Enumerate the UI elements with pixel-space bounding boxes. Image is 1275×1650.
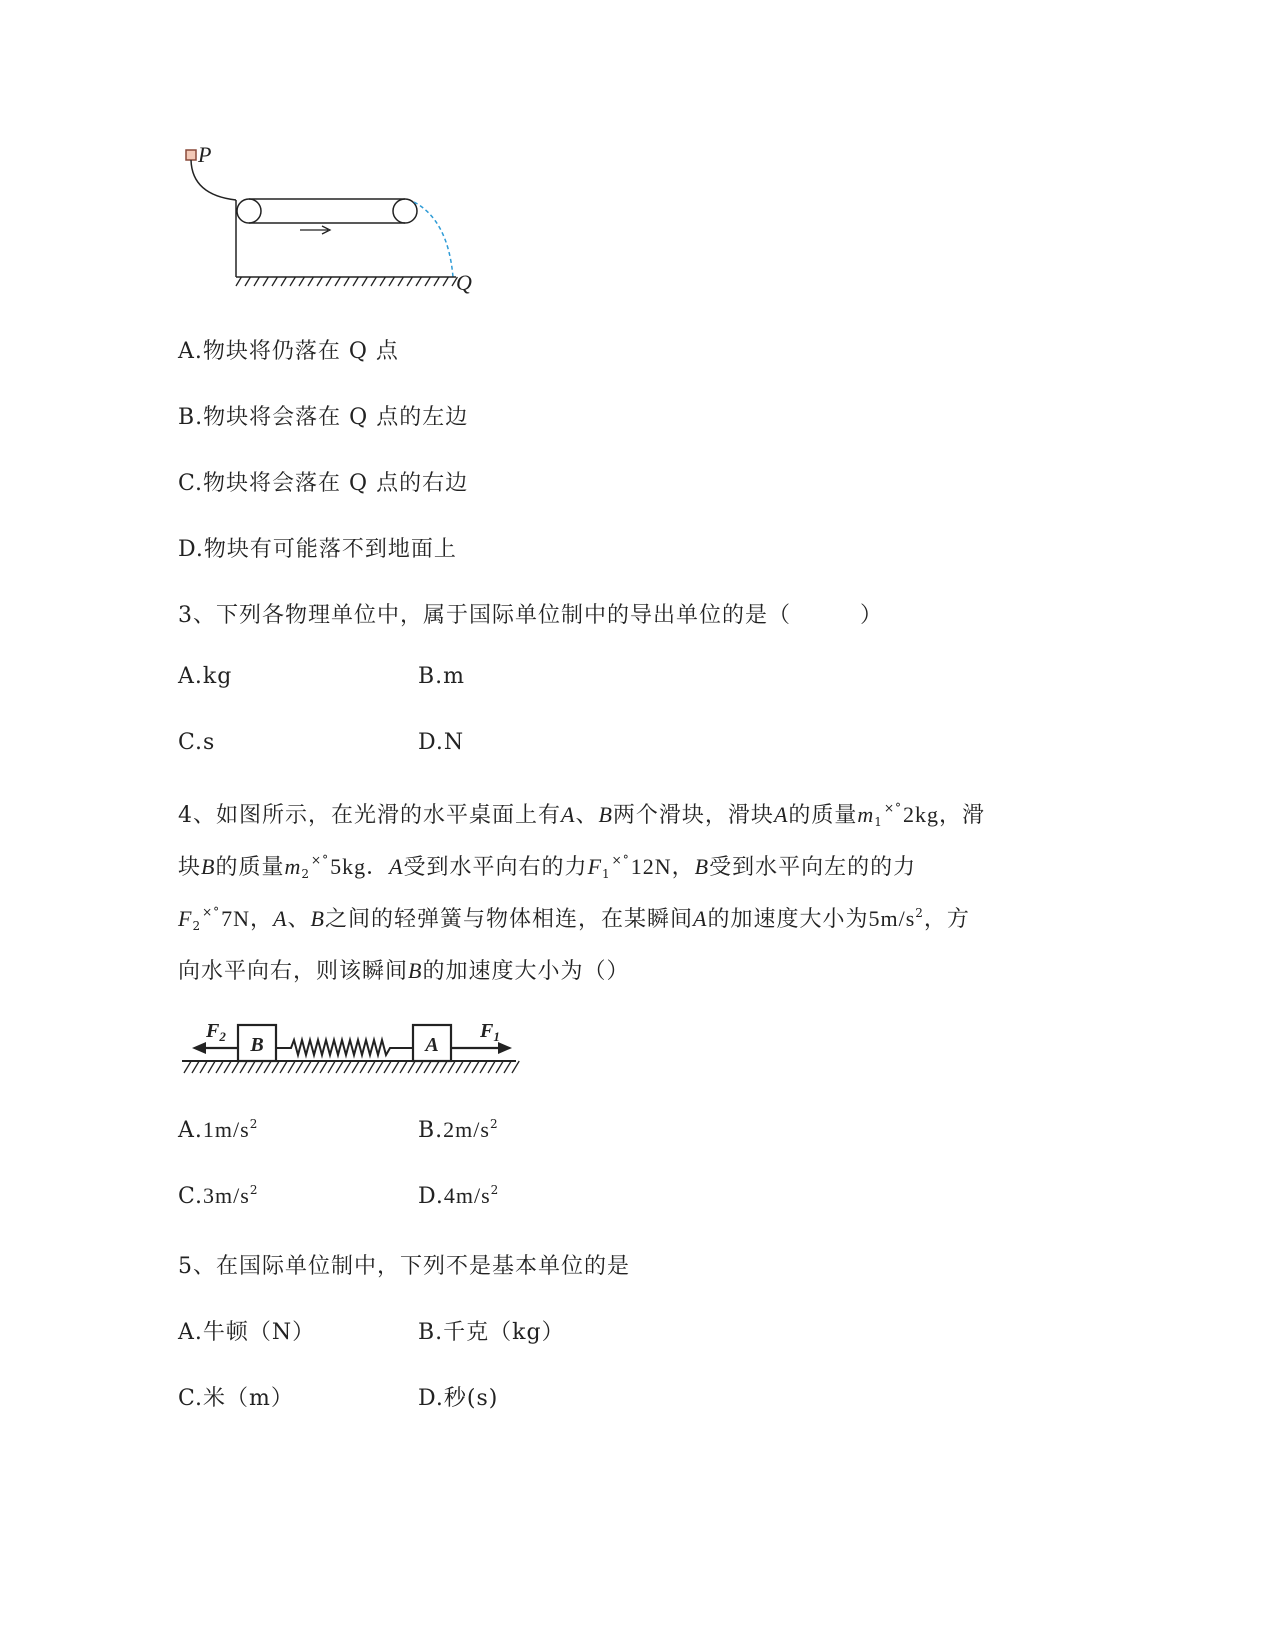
q3-option-c[interactable]: C.s xyxy=(178,730,216,755)
hatch-mark xyxy=(312,1061,319,1073)
arrow-f2 xyxy=(192,1042,238,1054)
hatch-mark xyxy=(496,1061,503,1073)
hatch-mark xyxy=(464,1061,471,1073)
hatch-mark xyxy=(320,1061,327,1073)
hatch-mark xyxy=(392,1061,399,1073)
hatch-mark xyxy=(256,1061,263,1073)
hatch-mark xyxy=(380,277,385,286)
hatch-mark xyxy=(281,277,286,286)
label-block-b: B xyxy=(250,1034,264,1056)
q3-option-d[interactable]: D.N xyxy=(418,730,465,755)
hatch-mark xyxy=(299,277,304,286)
q5-option-c[interactable]: C.米（m） xyxy=(178,1386,294,1411)
hatch-mark xyxy=(216,1061,223,1073)
q5-option-a[interactable]: A.牛顿（N） xyxy=(178,1320,316,1345)
hatch-mark xyxy=(328,1061,335,1073)
hatch-mark xyxy=(480,1061,487,1073)
hatch-mark xyxy=(488,1061,495,1073)
hatch-mark xyxy=(512,1061,519,1073)
q4-line-2: 块B的质量$m_2^{\times^\circ}5kg$．A受到水平向右的力$F_1^{\times^\circ}12N$，B受到水平向左的的力 xyxy=(178,853,917,881)
q4-line-3: $F_2^{\times^\circ}7N$，A、B之间的轻弹簧与物体相连，在某瞬间A的加速度大小为$5m/s^2$，方 xyxy=(178,905,970,933)
belt-direction-arrow xyxy=(300,226,330,234)
label-q: Q xyxy=(456,270,472,295)
hatch-mark xyxy=(192,1061,199,1073)
hatch-mark xyxy=(416,1061,423,1073)
hatch-mark xyxy=(296,1061,303,1073)
q2-option-a[interactable]: A.物块将仍落在 Q 点 xyxy=(178,339,399,364)
table-hatching xyxy=(184,1061,519,1073)
q4-line-1: 4、如图所示，在光滑的水平桌面上有A、B两个滑块，滑块A的质量$m_1^{\times^\circ}2kg$，滑 xyxy=(178,801,986,829)
q5-option-d[interactable]: D.秒(s) xyxy=(418,1386,499,1411)
hatch-mark xyxy=(200,1061,207,1073)
q5-option-b[interactable]: B.千克（kg） xyxy=(418,1320,565,1345)
spring-blocks-figure xyxy=(178,1015,523,1080)
hatch-mark xyxy=(336,1061,343,1073)
label-p: P xyxy=(198,142,212,167)
spring xyxy=(276,1040,413,1055)
hatch-mark xyxy=(368,1061,375,1073)
q2-option-b[interactable]: B.物块将会落在 Q 点的左边 xyxy=(178,405,469,430)
hatch-mark xyxy=(236,277,241,286)
hatch-mark xyxy=(389,277,394,286)
hatch-mark xyxy=(362,277,367,286)
hatch-mark xyxy=(360,1061,367,1073)
hatch-mark xyxy=(416,277,421,286)
hatch-mark xyxy=(472,1061,479,1073)
hatch-mark xyxy=(254,277,259,286)
hatch-mark xyxy=(371,277,376,286)
hatch-mark xyxy=(384,1061,391,1073)
q2-option-d[interactable]: D.物块有可能落不到地面上 xyxy=(178,537,457,562)
hatch-mark xyxy=(272,277,277,286)
hatch-mark xyxy=(400,1061,407,1073)
left-pulley xyxy=(237,199,261,223)
hatch-mark xyxy=(407,277,412,286)
hatch-mark xyxy=(504,1061,511,1073)
q4-option-c[interactable]: $C.3m/s^2$ xyxy=(178,1183,259,1209)
hatch-mark xyxy=(245,277,250,286)
hatch-mark xyxy=(376,1061,383,1073)
hatch-mark xyxy=(456,1061,463,1073)
label-f1: $F_1$ xyxy=(480,1020,500,1044)
hatch-mark xyxy=(317,277,322,286)
hatch-mark xyxy=(232,1061,239,1073)
q4-line-4: 向水平向右，则该瞬间B的加速度大小为（） xyxy=(178,958,630,984)
hatch-mark xyxy=(304,1061,311,1073)
hatch-mark xyxy=(290,277,295,286)
hatch-mark xyxy=(344,1061,351,1073)
hatch-mark xyxy=(434,277,439,286)
hatch-mark xyxy=(326,277,331,286)
hatch-mark xyxy=(352,1061,359,1073)
hatch-mark xyxy=(448,1061,455,1073)
hatch-mark xyxy=(432,1061,439,1073)
hatch-mark xyxy=(248,1061,255,1073)
hatch-mark xyxy=(443,277,448,286)
hatch-mark xyxy=(440,1061,447,1073)
trajectory-dashed xyxy=(414,202,453,277)
q5-stem: 5、在国际单位制中，下列不是基本单位的是 xyxy=(178,1254,630,1279)
hatch-mark xyxy=(224,1061,231,1073)
hatch-mark xyxy=(288,1061,295,1073)
q2-option-c[interactable]: C.物块将会落在 Q 点的右边 xyxy=(178,471,469,496)
q4-option-d[interactable]: $D.4m/s^2$ xyxy=(418,1183,500,1209)
hatch-mark xyxy=(344,277,349,286)
label-block-a: A xyxy=(425,1034,439,1056)
hatch-mark xyxy=(425,277,430,286)
arrow-f1 xyxy=(451,1042,512,1054)
q4-option-b[interactable]: $B.2m/s^2$ xyxy=(418,1117,499,1143)
hatch-mark xyxy=(184,1061,191,1073)
hatch-mark xyxy=(272,1061,279,1073)
hatch-mark xyxy=(335,277,340,286)
hatch-mark xyxy=(424,1061,431,1073)
q4-option-a[interactable]: $A.1m/s^2$ xyxy=(178,1117,259,1143)
hatch-mark xyxy=(263,277,268,286)
block-p xyxy=(186,150,196,160)
q3-stem: 3、下列各物理单位中，属于国际单位制中的导出单位的是（ ） xyxy=(178,603,883,628)
label-f2: $F_2$ xyxy=(206,1020,226,1044)
conveyor-figure xyxy=(170,140,490,300)
hatch-mark xyxy=(408,1061,415,1073)
hatch-mark xyxy=(240,1061,247,1073)
ground-hatching xyxy=(236,277,457,286)
q3-option-a[interactable]: A.kg xyxy=(178,664,233,689)
hatch-mark xyxy=(208,1061,215,1073)
right-pulley xyxy=(393,199,417,223)
hatch-mark xyxy=(398,277,403,286)
hatch-mark xyxy=(280,1061,287,1073)
q3-option-b[interactable]: B.m xyxy=(418,664,466,689)
hatch-mark xyxy=(353,277,358,286)
hatch-mark xyxy=(264,1061,271,1073)
hatch-mark xyxy=(308,277,313,286)
